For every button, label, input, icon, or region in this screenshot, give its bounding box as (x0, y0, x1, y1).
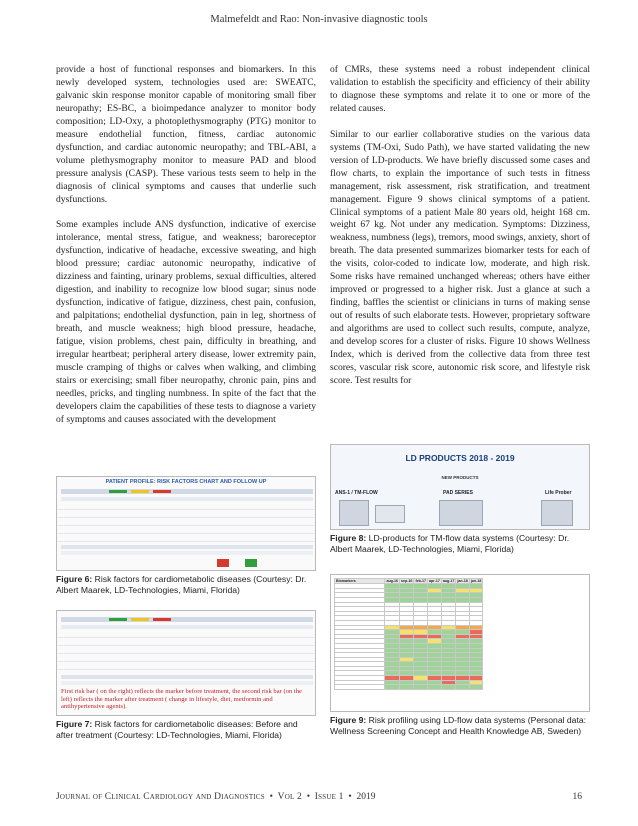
footer-journal: Journal of Clinical Cardiology and Diagnostics (56, 792, 265, 802)
figure-8-product-mid: PAD SERIES (443, 490, 473, 496)
header-cell: jun-18 (470, 579, 482, 583)
footer-issue: Issue 1 (314, 792, 344, 802)
header-cell: Biomarkers (335, 579, 385, 584)
figure-8-caption-label: Figure 8: (330, 533, 367, 543)
figure-6-risk-marker-2 (245, 559, 257, 567)
figure-8-product-left: ANS-1 / TM-FLOW (335, 490, 378, 496)
figure-6-marker-row (61, 497, 313, 501)
figure-8-title: LD PRODUCTS 2018 - 2019 (405, 453, 515, 463)
left-paragraph-1: provide a host of functional responses and biomarkers. In this newly developed system, technologies used are: SWEATC, galvanic skin response monitor capable of monitoring small fiber neuropathy; ES-BC, a bioimpedance analyzer to monitor body composition; LD-Oxy, a photoplethysmography (PTG) monitor to measure endothelial function, fitness, cardiac autonomic dysfunction, and cardiac autonomic neuropathy; and TBL-ABI, a volume plethysmography monitor to measure PAD and blood pressure analysis (CASP). These various tests seem to help in the diagnosis of clinical symptoms and causes that underlie such dysfunctions. (56, 64, 316, 205)
legend-low-risk (109, 490, 127, 493)
header-cell: jan-18 (457, 579, 468, 583)
header-cell: sep-16 (401, 579, 413, 583)
figure-9-caption (330, 715, 590, 737)
ans-device-image (339, 500, 369, 526)
page-footer (56, 792, 582, 802)
figure-6-caption-text: Risk factors for cardiometabolic diseases (Courtesy: Dr. Albert Maarek, LD-Technologies, Miami, Florida) (56, 574, 307, 595)
figure-6-caption-label: Figure 6: (56, 574, 93, 584)
figure-8-image (330, 444, 590, 530)
left-paragraph-2: Some examples include ANS dysfunction, indicative of exercise intolerance, mental stress, fatigue, and weakness; baroreceptor dysfunction, indicative of headache, excessive sweating, and high blood pressure; cardiac autonomic neuropathy, indicative of dizziness and fainting, urinary problems, sexual difficulties, altered digestion, and inability to recognize low blood sugar; sinus node dysfunction, indicative of fatigue, dizziness, chest pain, confusion, and palpitations; endothelial dysfunction, pain in leg, shortness of breath, and muscle weakness; high blood pressure, headache, fatigue, vision problems, chest pain, difficulty in breathing, and irregular heartbeat; peripheral artery disease, lower extremity pain, muscle cramping of thighs or calves when walking, and climbing stairs or exercising; small fiber neuropathy, chronic pain, pins and needles, pricks, and tingling numbness. In spite of the fact that the developers claim the capabilities of these tests to diagnose a variety of symptoms and causes associated with the development (56, 219, 316, 425)
page-number: 16 (572, 792, 582, 802)
pad-device-image (439, 500, 483, 526)
figure-6-risk-row (61, 551, 313, 555)
figure-7-control-bar (61, 617, 313, 622)
right-paragraph-1: of CMRs, these systems need a robust independent clinical validation to establish the specificity and efficiency of their ability to diagnose these symptoms and relate it to one or more of the related causes. (330, 64, 590, 114)
footer-volume: Vol 2 (277, 792, 302, 802)
figure-7-caption (56, 719, 316, 741)
life-prober-device-image (541, 500, 573, 526)
footer-separator: • (306, 792, 311, 802)
figure-7-caption-text: Risk factors for cardiometabolic diseases: Before and after treatment (Courtesy: LD-Technologies, Miami, Florida) (56, 719, 298, 740)
figure-6-image (56, 476, 316, 571)
footer-year: 2019 (356, 792, 376, 802)
figure-8-caption (330, 533, 590, 555)
figure-6-date-row (61, 545, 313, 549)
header-cell: feb-17 (415, 579, 427, 583)
header-cell: aug-17 (442, 579, 455, 583)
figure-7 (56, 610, 316, 741)
right-column (330, 64, 590, 401)
legend-high-risk (153, 490, 171, 493)
figure-8-product-right: Life Prober (545, 490, 572, 496)
figure-6-control-bar (61, 489, 313, 494)
footer-separator: • (348, 792, 352, 802)
header-cell: apr-17 (429, 579, 440, 583)
left-column (56, 64, 316, 440)
table-row (335, 685, 483, 690)
right-paragraph-2: Similar to our earlier collaborative studies on the various data systems (TM-Oxi, Sudo Path), we have started validating the new version of LD-products. We have briefly discussed some cases and flow charts, to explain the importance of such tests in fitness management, risk assessment, risk stratification, and treatment management. Figure 9 shows clinical symptoms of a patient. Clinical symptoms of a patient Male 80 years old, height 168 cm. weight 67 kg. Not under any medication. Symptoms: Dizziness, weakness, numbness (legs), tremors, mood swings, anxiety, short of breath. The data presented summarizes biomarker tests for each of the visits, color-coded to indicate low, moderate, and high risk. Some risks have remained unchanged whereas; others have either improved or progressed to a higher risk. Just a glance at such a finding, baffles the scientist or clinicians in turns of making sense out of results of such elaborate tests. However, proprietary software and algorithms are used to collect such results, compute, analyze, and develop scores for a cluster of risks. Figure 10 shows Wellness Index, which is derived from the collective data from three test scores, vascular risk score, autonomic risk score, and lifestyle risk score. Test results for (330, 128, 590, 386)
footer-citation (56, 792, 375, 802)
footer-separator: • (269, 792, 273, 802)
figure-9-image (330, 574, 590, 712)
figure-9-risk-table (334, 578, 483, 690)
figure-9 (330, 574, 590, 737)
figure-8-caption-text: LD-products for TM-flow data systems (Courtesy: Dr. Albert Maarek, LD-Technologies, Miami, Florida) (330, 533, 570, 554)
figure-8-subtitle: NEW PRODUCTS (441, 475, 479, 480)
figure-6-risk-marker (217, 559, 229, 567)
header-cell: aug-16 (386, 579, 399, 583)
figure-7-annotation: First risk bar ( on the right) reflects the marker before treatment, the second risk bar (on the left) reflects the marker after treatment ( change in lifestyle, diet, metformin and antihypertensive agents). (61, 688, 302, 711)
figure-6-dashboard-title: PATIENT PROFILE: RISK FACTORS CHART AND FOLLOW UP (105, 479, 267, 485)
figure-7-caption-label: Figure 7: (56, 719, 93, 729)
figure-9-caption-label: Figure 9: (330, 715, 367, 725)
legend-moderate-risk (131, 490, 149, 493)
figure-6 (56, 476, 316, 596)
figure-8 (330, 444, 590, 555)
running-head: Malmefeldt and Rao: Non-invasive diagnostic tools (210, 14, 428, 25)
figure-7-image (56, 610, 316, 716)
figure-9-caption-text: Risk profiling using LD-flow data systems (Personal data: Wellness Screening Concept and Health Knowledge AB, Sweden) (330, 715, 587, 736)
ans-laptop-image (375, 505, 405, 523)
figure-6-caption (56, 574, 316, 596)
